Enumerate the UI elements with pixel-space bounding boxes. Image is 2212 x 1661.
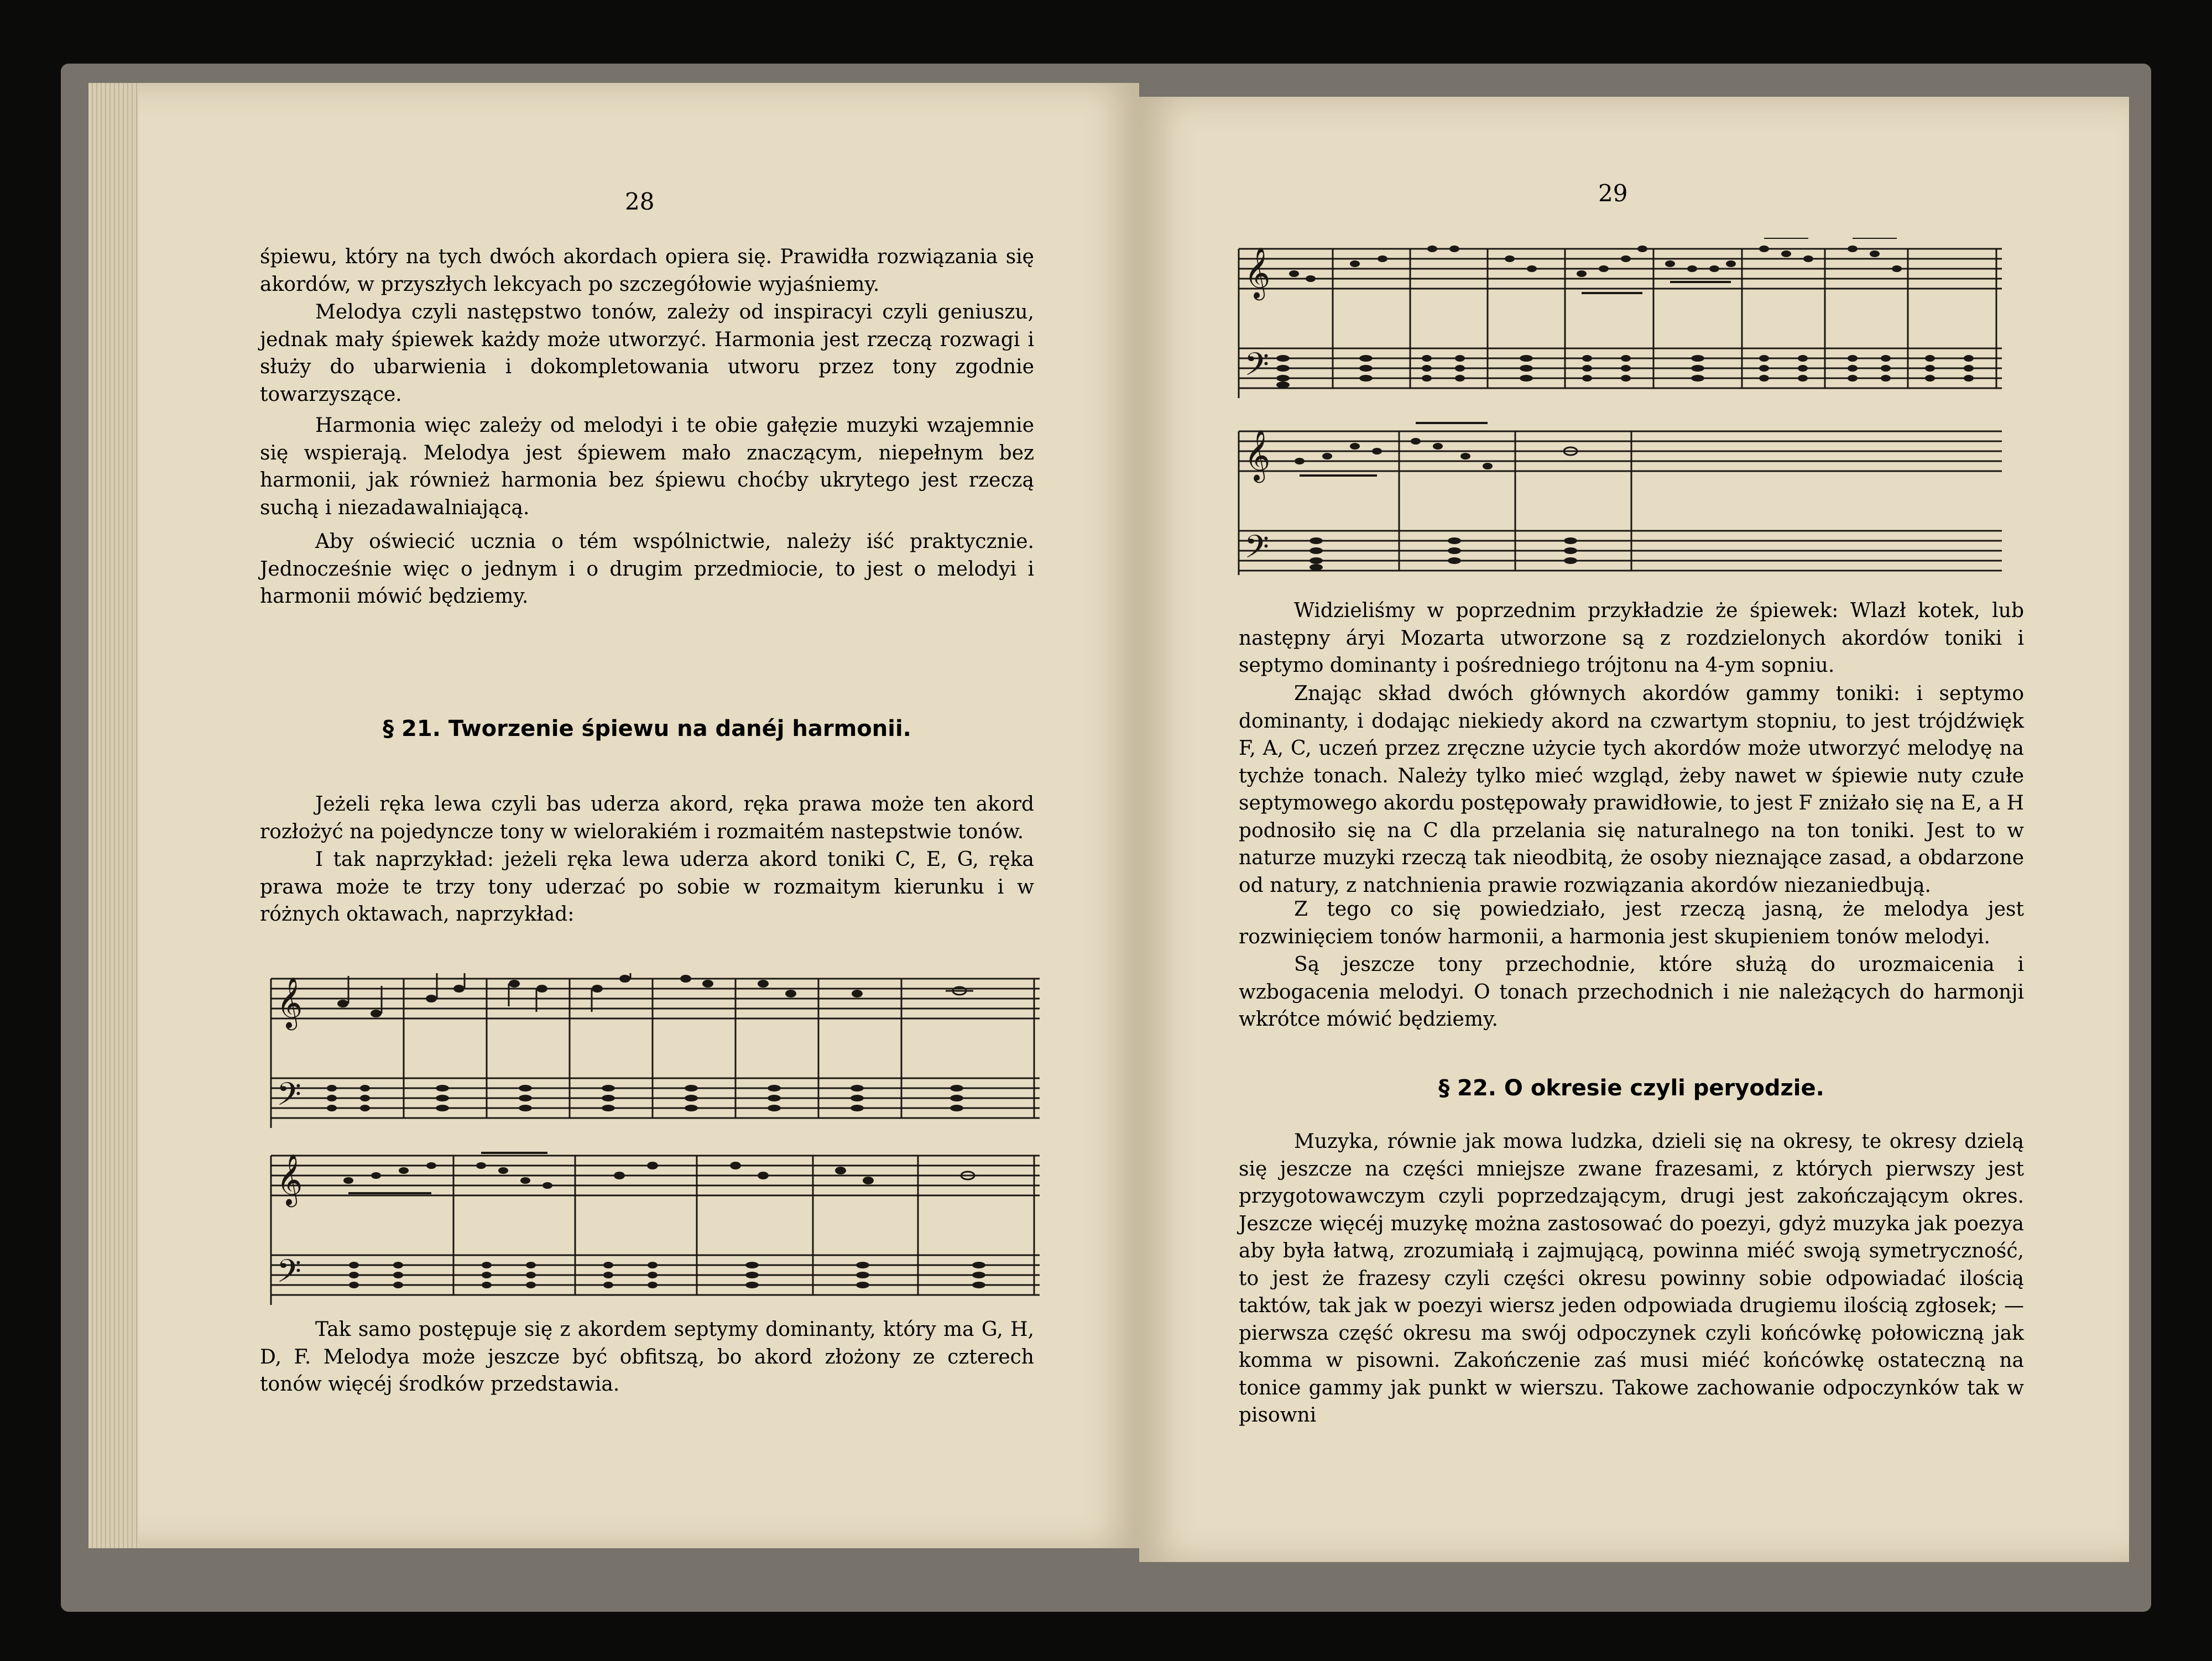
right-paragraph-4: Są jeszcze tony przechodnie, które służą do urozmaicenia i wzbogacenia melodyi. O tonach przechodnich i nie należących do harmonji wkrótce mówić będziemy.: [1239, 953, 2024, 1031]
left-paragraph-6: I tak naprzykład: jeżeli ręka lewa uderza akord toniki C, E, G, ręka prawa może te trzy tony uderzać po sobie w rozmaitym kierunku i w różnych oktawach, naprzykład:: [260, 848, 1034, 926]
left-paragraph-5: Jeżeli ręka lewa czyli bas uderza akord, ręka prawa może ten akord rozłożyć na pojedyncze tony w wielorakiém i rozmaitém nastepstwie tonów.: [260, 793, 1034, 843]
page-edges: [88, 83, 138, 1548]
svg-text:𝄢: 𝄢: [276, 1075, 302, 1121]
left-paragraph-4: Aby oświecić ucznia o tém wspólnictwie, należy iść praktycznie. Jednocześnie więc o jednym i o drugim przedmiocie, to jest o melodyi i harmonii mówić będziemy.: [260, 530, 1034, 608]
svg-text:𝄞: 𝄞: [1244, 429, 1271, 480]
left-paragraph-2: Melodya czyli następstwo tonów, zależy od inspiracyi czyli geniuszu, jednak mały śpiewek każdy może utworzyć. Harmonia jest rzeczą rozwagi i służy do ubarwienia i dokompletowania utworu przez tony zgodnie towarzyszące.: [260, 301, 1034, 406]
svg-text:𝄢: 𝄢: [1244, 528, 1270, 573]
right-paragraph-1: Widzieliśmy w poprzednim przykładzie że śpiewek: Wlazł kotek, lub następny áryi Mozarta utworzone są z rozdzielonych akordów toniki i septymo dominanty i pośredniego trójtonu na 4-ym sopniu.: [1239, 599, 2024, 677]
page-number-right: 29: [1598, 180, 1628, 207]
page-number-left: 28: [625, 188, 655, 215]
right-paragraph-3: Z tego co się powiedziało, jest rzeczą jasną, że melodya jest rozwinięciem tonów harmonii, a harmonia jest skupieniem tonów melodyi.: [1239, 898, 2024, 948]
svg-text:𝄞: 𝄞: [1244, 247, 1271, 298]
section-heading-22: § 22. O okresie czyli peryodzie.: [1438, 1075, 1824, 1101]
music-example-left-2: [265, 1150, 1040, 1310]
music-example-right-1: [1233, 238, 2007, 404]
left-paragraph-7: Tak samo postępuje się z akordem septymy dominanty, który ma G, H, D, F. Melodya może jeszcze być obfitszą, bo akord złożony ze czterech tonów więcéj środków przedstawia.: [260, 1318, 1034, 1396]
right-paragraph-2: Znając skład dwóch głównych akordów gammy toniki: i septymo dominanty, i dodając niekiedy akord na czwartym stopniu, to jest trójdźwięk F, A, C, uczeń przez zręczne użycie tych akordów może utworzyć melodyę na tychże tonach. Należy tylko mieć wzgląd, żeby nawet w śpiewie nuty czułe septymowego akordu postępowały prawidłowie, to jest F zniżało się na E, a H podnosiło się na C dla przelania się naturalnego na ton toniki. Jest to w naturze muzyki rzeczą tak nieodbitą, że osoby nieznające zasad, a obdarzone od natury, z natchnienia prawie rozwiązania akordów niezaniedbują.: [1239, 682, 2024, 897]
right-paragraph-5: Muzyka, równie jak mowa ludzka, dzieli się na okresy, te okresy dzielą się jeszcze na części mniejsze zwane frazesami, z których pierwszy jest przygotowawczym czyli poprzedzającym, drugi jest zakończającym okres. Jeszcze więcéj muzykę można zastosować do poezyi, gdyż muzyka jak poezya aby była łatwą, zrozumiałą i zajmującą, powinna miéć swoją symetryczność, to jest że frazesy czyli części okresu powinny sobie odpowiadać ilością taktów, tak jak w poezyi wiersz jeden odpowiada drugiemu ilością zgłosek; — pierwsza część okresu ma swój odpoczynek czyli końcówkę połowiczną jak komma w pisowni. Zakończenie zaś musi miéć końcówkę ostateczną na tonice gammy jak punkt w wierszu. Takowe zachowanie odpoczynków tak w pisowni: [1239, 1130, 2024, 1427]
svg-text:𝄢: 𝄢: [1244, 346, 1270, 391]
svg-text:𝄢: 𝄢: [276, 1252, 302, 1298]
music-example-right-2: [1233, 420, 2007, 581]
svg-text:𝄞: 𝄞: [276, 976, 303, 1028]
music-example-left-1: [265, 973, 1040, 1134]
left-paragraph-3: Harmonia więc zależy od melodyi i te obie gałęzie muzyki wzajemnie się wspierają. Melodya jest śpiewem mało znaczącym, niepełnym bez harmonii, jak również harmonia bez śpiewu choćby ukrytego jest rzeczą suchą i niezadawalniającą.: [260, 414, 1034, 519]
section-heading-21: § 21. Tworzenie śpiewu na danéj harmonii.: [383, 716, 911, 741]
left-paragraph-1: śpiewu, który na tych dwóch akordach opiera się. Prawidła rozwiązania się akordów, w przyszłych lekcyach po szczegółowie wyjaśniemy.: [260, 246, 1034, 296]
svg-text:𝄞: 𝄞: [276, 1153, 303, 1205]
